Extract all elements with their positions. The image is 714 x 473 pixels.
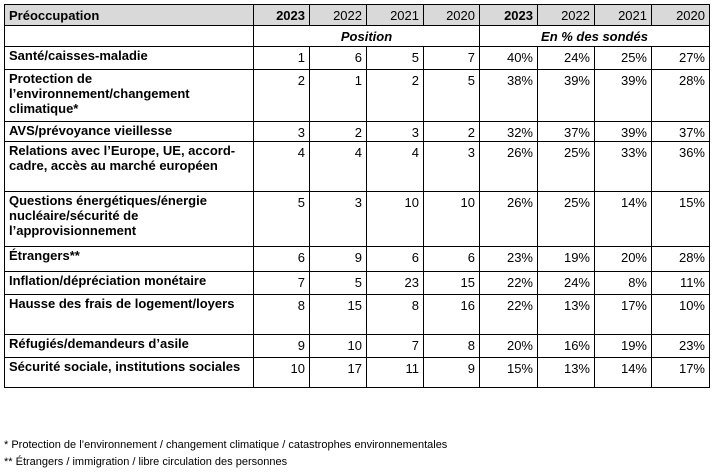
position-cell: 10 <box>310 335 367 358</box>
position-cell: 3 <box>424 142 480 192</box>
position-cell: 15 <box>424 272 480 295</box>
position-cell: 2 <box>424 122 480 142</box>
percent-cell: 33% <box>595 142 652 192</box>
percent-cell: 39% <box>538 70 595 122</box>
percent-cell: 23% <box>480 247 538 272</box>
percent-cell: 14% <box>595 358 652 388</box>
percent-year-header: 2022 <box>538 5 595 26</box>
percent-cell: 24% <box>538 272 595 295</box>
percent-cell: 28% <box>652 70 710 122</box>
concern-cell: Inflation/dépréciation monétaire <box>5 272 254 295</box>
percent-cell: 25% <box>538 192 595 247</box>
position-cell: 5 <box>254 192 310 247</box>
percent-cell: 19% <box>538 247 595 272</box>
percent-cell: 28% <box>652 247 710 272</box>
concern-cell: Réfugiés/demandeurs d’asile <box>5 335 254 358</box>
percent-cell: 16% <box>538 335 595 358</box>
position-cell: 4 <box>310 142 367 192</box>
footnote-foreigners: ** Étrangers / immigration / libre circulation des personnes <box>4 456 288 468</box>
position-cell: 11 <box>367 358 424 388</box>
table-row <box>5 192 710 247</box>
footnote-environment: * Protection de l’environnement / changement climatique / catastrophes environnementales <box>4 439 448 451</box>
concern-cell: Hausse des frais de logement/loyers <box>5 295 254 335</box>
position-cell: 10 <box>424 192 480 247</box>
table-row <box>5 47 710 70</box>
table-row <box>5 272 710 295</box>
percent-group-header: En % des sondés <box>480 26 710 47</box>
table-row <box>5 122 710 142</box>
position-cell: 7 <box>424 47 480 70</box>
header-row <box>5 5 710 26</box>
position-cell: 6 <box>424 247 480 272</box>
percent-cell: 19% <box>595 335 652 358</box>
concerns-table <box>4 4 710 388</box>
percent-year-header: 2021 <box>595 5 652 26</box>
position-cell: 8 <box>254 295 310 335</box>
position-cell: 17 <box>310 358 367 388</box>
position-cell: 3 <box>254 122 310 142</box>
position-cell: 9 <box>424 358 480 388</box>
position-year-header: 2021 <box>367 5 424 26</box>
position-cell: 6 <box>367 247 424 272</box>
percent-cell: 23% <box>652 335 710 358</box>
table-row <box>5 247 710 272</box>
position-cell: 5 <box>367 47 424 70</box>
position-cell: 7 <box>254 272 310 295</box>
position-cell: 3 <box>310 192 367 247</box>
position-group-header: Position <box>254 26 480 47</box>
table-row <box>5 358 710 388</box>
footnotes <box>4 437 447 471</box>
position-cell: 10 <box>367 192 424 247</box>
percent-cell: 37% <box>538 122 595 142</box>
position-cell: 1 <box>254 47 310 70</box>
table-row <box>5 142 710 192</box>
concern-column-header: Préoccupation <box>5 5 254 26</box>
percent-cell: 27% <box>652 47 710 70</box>
concern-cell: Questions énergétiques/énergie nucléaire/sécurité de l’approvisionnement <box>5 192 254 247</box>
percent-cell: 13% <box>538 358 595 388</box>
percent-cell: 11% <box>652 272 710 295</box>
position-year-header: 2022 <box>310 5 367 26</box>
position-cell: 10 <box>254 358 310 388</box>
percent-cell: 38% <box>480 70 538 122</box>
position-cell: 5 <box>310 272 367 295</box>
percent-cell: 15% <box>652 192 710 247</box>
position-cell: 2 <box>310 122 367 142</box>
position-cell: 16 <box>424 295 480 335</box>
subheader-row <box>5 26 710 47</box>
table-row <box>5 295 710 335</box>
percent-cell: 26% <box>480 142 538 192</box>
percent-cell: 22% <box>480 272 538 295</box>
percent-cell: 24% <box>538 47 595 70</box>
percent-cell: 20% <box>480 335 538 358</box>
position-cell: 23 <box>367 272 424 295</box>
table-row <box>5 70 710 122</box>
concern-cell: Étrangers** <box>5 247 254 272</box>
percent-cell: 17% <box>652 358 710 388</box>
position-cell: 2 <box>367 70 424 122</box>
concern-cell: Santé/caisses-maladie <box>5 47 254 70</box>
percent-cell: 10% <box>652 295 710 335</box>
percent-cell: 25% <box>595 47 652 70</box>
percent-cell: 13% <box>538 295 595 335</box>
percent-cell: 20% <box>595 247 652 272</box>
percent-cell: 22% <box>480 295 538 335</box>
percent-cell: 17% <box>595 295 652 335</box>
position-cell: 2 <box>254 70 310 122</box>
position-year-header: 2023 <box>254 5 310 26</box>
position-year-header: 2020 <box>424 5 480 26</box>
percent-cell: 37% <box>652 122 710 142</box>
concern-cell: Sécurité sociale, institutions sociales <box>5 358 254 388</box>
concern-cell: Protection de l’environnement/changement climatique* <box>5 70 254 122</box>
percent-cell: 14% <box>595 192 652 247</box>
position-cell: 7 <box>367 335 424 358</box>
percent-cell: 32% <box>480 122 538 142</box>
position-cell: 4 <box>254 142 310 192</box>
position-cell: 8 <box>424 335 480 358</box>
position-cell: 6 <box>254 247 310 272</box>
position-cell: 5 <box>424 70 480 122</box>
percent-cell: 39% <box>595 70 652 122</box>
position-cell: 3 <box>367 122 424 142</box>
position-cell: 4 <box>367 142 424 192</box>
subheader-empty-cell <box>5 26 254 47</box>
concern-cell: Relations avec l’Europe, UE, accord-cadre, accès au marché européen <box>5 142 254 192</box>
position-cell: 1 <box>310 70 367 122</box>
percent-cell: 15% <box>480 358 538 388</box>
percent-year-header: 2023 <box>480 5 538 26</box>
position-cell: 8 <box>367 295 424 335</box>
percent-cell: 36% <box>652 142 710 192</box>
percent-year-header: 2020 <box>652 5 710 26</box>
table-row <box>5 335 710 358</box>
position-cell: 15 <box>310 295 367 335</box>
percent-cell: 25% <box>538 142 595 192</box>
position-cell: 9 <box>310 247 367 272</box>
percent-cell: 26% <box>480 192 538 247</box>
percent-cell: 8% <box>595 272 652 295</box>
position-cell: 6 <box>310 47 367 70</box>
percent-cell: 40% <box>480 47 538 70</box>
position-cell: 9 <box>254 335 310 358</box>
concern-cell: AVS/prévoyance vieillesse <box>5 122 254 142</box>
percent-cell: 39% <box>595 122 652 142</box>
